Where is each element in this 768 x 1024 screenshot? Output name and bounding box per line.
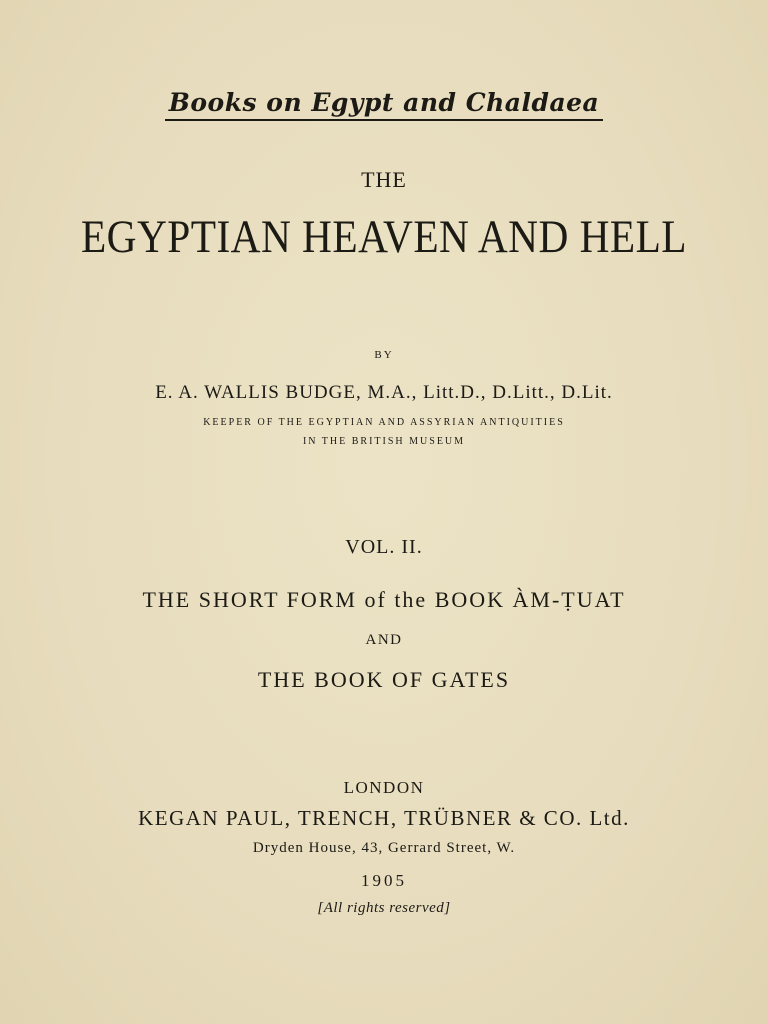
subtitle-line1: THE SHORT FORM of the BOOK ÀM-ṬUAT: [142, 587, 626, 612]
author-name: E. A. WALLIS BUDGE, M.A., Litt.D., D.Litt., D.Lit.: [155, 382, 613, 403]
subtitle-and: AND: [365, 632, 403, 648]
publisher-address: Dryden House, 43, Gerrard Street, W.: [252, 840, 516, 856]
publication-year: 1905: [361, 871, 407, 890]
subtitle-line2: THE BOOK OF GATES: [257, 667, 511, 692]
author-position-line2: IN THE BRITISH MUSEUM: [302, 436, 466, 447]
publication-city: LONDON: [343, 778, 425, 797]
volume-number: VOL. II.: [345, 536, 423, 558]
book-title: EGYPTIAN HEAVEN AND HELL: [80, 211, 688, 263]
publisher-name: KEGAN PAUL, TRENCH, TRÜBNER & CO. Ltd.: [138, 806, 630, 830]
series-heading: [0, 88, 768, 121]
rights-notice: [All rights reserved]: [317, 900, 451, 916]
author-position-line1: KEEPER OF THE EGYPTIAN AND ASSYRIAN ANTIQUITIES: [203, 417, 565, 428]
series-title: Books on Egypt and Chaldaea: [165, 88, 604, 121]
by-line: BY: [374, 349, 394, 361]
title-article: THE: [361, 167, 407, 192]
